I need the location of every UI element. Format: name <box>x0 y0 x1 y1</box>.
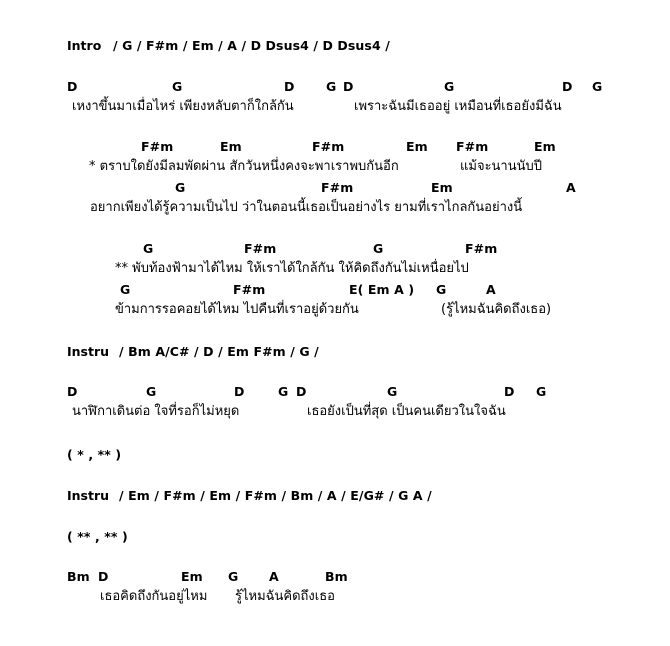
outro-chord: G <box>228 569 239 584</box>
chorus-chord: G <box>143 241 154 256</box>
verse1-chord: G <box>592 79 603 94</box>
verse2-lyric: นาฬิกาเดินต่อ ใจที่รอก็ไม่หยุด <box>72 404 240 419</box>
chorus-chord: G <box>120 282 131 297</box>
verse1-chord: G <box>172 79 183 94</box>
prechorus-lyric: แม้จะนานนับปี <box>460 159 543 174</box>
prechorus-chord: Em <box>220 139 242 154</box>
instru2-progression: / Em / F#m / Em / F#m / Bm / A / E/G# / G A / <box>119 488 432 503</box>
verse1-chord: D <box>343 79 354 94</box>
prechorus-chord: F#m <box>312 139 345 154</box>
verse2-chord: D <box>504 384 515 399</box>
verse1-lyric: เหงาขึ้นมาเมื่อไหร่ เพียงหลับตาก็ใกล้กัน <box>72 99 294 114</box>
prechorus-chord: Em <box>534 139 556 154</box>
verse2-chord: G <box>146 384 157 399</box>
prechorus-chord: F#m <box>141 139 174 154</box>
intro-label: Intro <box>67 38 102 53</box>
intro-progression: / G / F#m / Em / A / D Dsus4 / D Dsus4 / <box>113 38 390 53</box>
prechorus-chord: Em <box>431 180 453 195</box>
chorus-lyric: (รู้ไหมฉันคิดถึงเธอ) <box>441 302 552 317</box>
chorus-chord: F#m <box>465 241 498 256</box>
verse2-chord: D <box>296 384 307 399</box>
verse2-chord: D <box>234 384 245 399</box>
chorus-chord: G <box>436 282 447 297</box>
outro-chord: Bm <box>67 569 90 584</box>
repeat-marker: ( ** , ** ) <box>67 529 128 544</box>
outro-chord: Bm <box>325 569 348 584</box>
verse2-chord: D <box>67 384 78 399</box>
verse1-chord: D <box>67 79 78 94</box>
verse1-chord: G <box>444 79 455 94</box>
verse2-chord: G <box>387 384 398 399</box>
repeat-marker: ( * , ** ) <box>67 447 122 462</box>
outro-chord: D <box>98 569 109 584</box>
prechorus-lyric: * ตราบใดยังมีลมพัดผ่าน สักวันหนึ่งคงจะพาเราพบกันอีก <box>89 159 399 174</box>
prechorus-chord: G <box>175 180 186 195</box>
instru1-label: Instru <box>67 344 110 359</box>
chorus-lyric: ** พับท้องฟ้ามาได้ไหม ให้เราได้ใกล้กัน ให้คิดถึงกันไม่เหนื่อยไป <box>115 261 469 276</box>
chorus-chord: A <box>486 282 496 297</box>
chorus-chord: G <box>373 241 384 256</box>
verse2-chord: G <box>278 384 289 399</box>
chorus-chord: F#m <box>244 241 277 256</box>
prechorus-chord: F#m <box>456 139 489 154</box>
verse1-chord: G <box>326 79 337 94</box>
prechorus-chord: A <box>566 180 576 195</box>
chorus-chord: E( Em A ) <box>349 282 415 297</box>
verse1-chord: D <box>284 79 295 94</box>
outro-chord: Em <box>181 569 203 584</box>
chorus-lyric: ข้ามการรอคอยได้ไหม ไปคืนที่เราอยู่ด้วยกัน <box>115 302 359 317</box>
instru2-label: Instru <box>67 488 110 503</box>
verse1-lyric: เพราะฉันมีเธออยู่ เหมือนที่เธอยังมีฉัน <box>354 99 562 114</box>
verse2-chord: G <box>536 384 547 399</box>
prechorus-lyric: อยากเพียงได้รู้ความเป็นไป ว่าในตอนนี้เธอเป็นอย่างไร ยามที่เราไกลกันอย่างนี้ <box>90 200 523 215</box>
prechorus-chord: F#m <box>321 180 354 195</box>
verse2-lyric: เธอยังเป็นที่สุด เป็นคนเดียวในใจฉัน <box>307 404 506 419</box>
prechorus-chord: Em <box>406 139 428 154</box>
verse1-chord: D <box>562 79 573 94</box>
instru1-progression: / Bm A/C# / D / Em F#m / G / <box>119 344 319 359</box>
outro-chord: A <box>269 569 279 584</box>
outro-lyric: รู้ไหมฉันคิดถึงเธอ <box>235 589 335 604</box>
chorus-chord: F#m <box>233 282 266 297</box>
outro-lyric: เธอคิดถึงกันอยู่ไหม <box>100 589 208 604</box>
